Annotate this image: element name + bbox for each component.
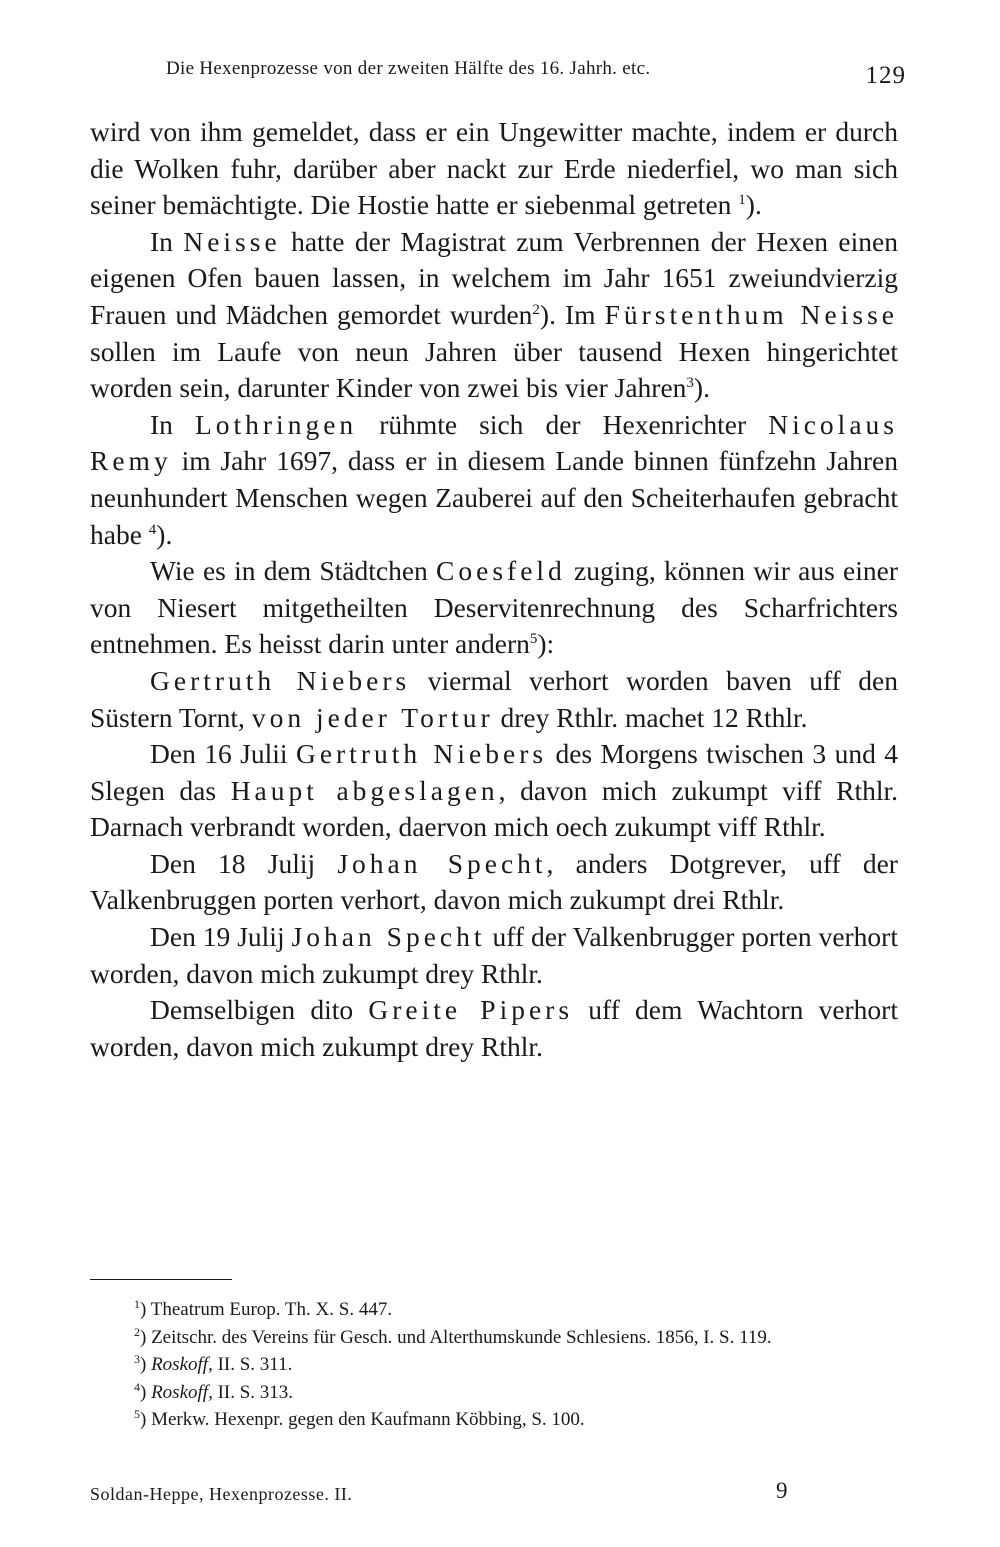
footnote: $^2$) Zeitschr. des Vereins für Gesch. und Alterthumskunde Schlesiens. 1856, I. S. 119. (134, 1324, 772, 1348)
text-run: im Jahr 1697, dass er in diesem Lande binnen fünfzehn Jahren neunhundert Menschen wegen Zauberei auf den Scheiterhaufen gebracht habe (90, 445, 898, 550)
footnote: $^1$) Theatrum Europ. Th. X. S. 447. (134, 1297, 393, 1320)
text-run: zuging, können wir aus einer von Niesert mitgetheilten Deservitenrechnung des Scharfrichters entnehmen. Es heisst darin unter andern (90, 555, 898, 660)
text-run: rühmte sich der Hexenrichter (357, 408, 769, 440)
paragraph: wird von ihm gemeldet, dass er ein Ungewitter machte, indem er durch die Wolken fuhr, darüber aber nackt zur Erde niederfiel, wo man sich seiner bemächtigte. Die Hostie hatte er siebenmal getreten $^1$). (90, 116, 898, 221)
text-run: . (703, 372, 710, 404)
text-run: Den 19 Julij (150, 921, 292, 953)
text-run: : (546, 628, 555, 660)
text-run: Wie es in dem Städtchen (150, 555, 437, 587)
footnote-mark: 2 (134, 1324, 140, 1339)
spaced-person-name: Greite Pipers (368, 994, 574, 1026)
spaced-person-name: Nicolaus Remy (90, 408, 898, 477)
paragraph: In Lothringen rühmte sich der Hexenrichter Nicolaus Remy im Jahr 1697, dass er in diesem Lande binnen fünfzehn Jahren neunhundert Menschen wegen Zauberei auf den Scheiterhaufen gebracht habe $^4$). (90, 408, 898, 550)
running-title: Die Hexenprozesse von der zweiten Hälfte des 16. Jahrh. etc. (166, 58, 651, 79)
spaced-person-name: Gertruth Niebers (295, 738, 548, 770)
text-run: hatte der Magistrat zum Verbrennen der Hexen einen eigenen Ofen bauen lassen, in welchem im Jahr 1651 zweiundvierzig Frauen und Mädchen gemordet wurden (90, 225, 898, 330)
text-run: uff dem Wachtorn verhort worden, davon mich zukumpt drey Rthlr. (90, 994, 898, 1062)
spaced-region-name: Fürstenthum Neisse (604, 298, 898, 330)
footnote-mark: 4 (134, 1379, 140, 1394)
footnote-ref: 4 (148, 521, 157, 538)
paragraph (90, 846, 898, 919)
spaced-place-name: Coesfeld (436, 555, 566, 587)
text-run: , anders Dotgrever, uff der Valkenbruggen porten verhort, davon mich zukumpt drei Rthlr. (90, 847, 898, 916)
footnote: $^5$) Merkw. Hexenpr. gegen den Kaufmann Köbbing, S. 100. (134, 1407, 585, 1430)
spaced-person-name: Johan Specht (291, 921, 486, 953)
text-run: wird von ihm gemeldet, dass er ein Ungewitter machte, indem er durch die Wolken fuhr, darüber aber nackt zur Erde niederfiel, wo man sich seiner bemächtigte. Die Hostie hatte er siebenmal getreten (90, 116, 898, 221)
text-run: In (150, 225, 184, 257)
footnote-text: Theatrum Europ. Th. X. S. 447. (150, 1299, 393, 1320)
footnote-rule (90, 1279, 232, 1280)
spaced-place-name: Neisse (183, 225, 281, 257)
text-run: In (150, 408, 195, 440)
text-run: uff der Valkenbrugger porten verhort worden, davon mich zukumpt drey Rthlr. (90, 921, 898, 989)
text-run: . (754, 189, 762, 221)
footnote-text: Zeitschr. des Vereins für Gesch. und Alterthumskunde Schlesiens. 1856, I. S. 119. (151, 1326, 772, 1348)
paragraph (90, 663, 898, 736)
text-run: . Im (549, 298, 605, 330)
footnote-ref: 2 (532, 301, 540, 318)
footnote-mark: 5 (134, 1407, 140, 1421)
text-run: sollen im Laufe von neun Jahren über tausend Hexen hingerichtet worden sein, darunter Kinder von zwei bis vier Jahren (90, 335, 898, 404)
paragraph: Wie es in dem Städtchen Coesfeld zuging, können wir aus einer von Niesert mitgetheilten Deservitenrechnung des Scharfrichters entnehmen. Es heisst darin unter andern$^5$): (90, 555, 898, 660)
footnote-text: Merkw. Hexenpr. gegen den Kaufmann Köbbing, S. 100. (151, 1409, 585, 1430)
footnote-text: II. S. 311. (212, 1354, 293, 1375)
spaced-person-name: Johan Specht (337, 847, 547, 879)
text-run: drey Rthlr. machet 12 Rthlr. (493, 701, 808, 733)
paragraph (90, 992, 898, 1065)
text-run: des Morgens twischen 3 und 4 Slegen das (90, 738, 898, 806)
footnote: $^3$) Roskoff, II. S. 311. (134, 1352, 293, 1375)
footnote-mark: 1 (134, 1297, 140, 1311)
text-run: Den 18 Julij (150, 847, 338, 879)
text-run: . (165, 518, 173, 550)
text-run: viermal verhort worden baven uff den Süstern Tornt, (90, 664, 898, 733)
body-text (90, 114, 898, 1065)
footnote-ref: 5 (529, 631, 538, 648)
footnote: $^4$) Roskoff, II. S. 313. (134, 1379, 294, 1403)
paragraph (90, 919, 898, 992)
footnote-author: Roskoff, (151, 1354, 213, 1375)
footnotes (90, 1296, 898, 1434)
paragraph: In Neisse hatte der Magistrat zum Verbrennen der Hexen einen eigenen Ofen bauen lassen, in welchem im Jahr 1651 zweiundvierzig Frauen und Mädchen gemordet wurden$^2$). Im Fürstenthum Neisse sollen im Laufe von neun Jahren über tausend Hexen hingerichtet worden sein, darunter Kinder von zwei bis vier Jahren$^3$). (90, 225, 898, 404)
footnote-ref: 1 (738, 192, 746, 209)
signature-mark: 9 (776, 1478, 788, 1503)
text-run: Den 16 Julii (150, 738, 296, 770)
spaced-place-name: Lothringen (194, 408, 358, 440)
signature-title: Soldan-Heppe, Hexenprozesse. II. (90, 1484, 353, 1504)
spaced-phrase: von jeder Tortur (251, 701, 494, 733)
text-run: Demselbigen dito (150, 994, 369, 1026)
footnote-author: Roskoff, (151, 1381, 213, 1403)
spaced-phrase: Haupt abgeslagen (230, 774, 499, 806)
spaced-person-name: Gertruth Niebers (150, 664, 411, 696)
footnote-mark: 3 (134, 1352, 140, 1366)
page-number: 129 (865, 62, 906, 89)
footnote-ref: 3 (686, 375, 694, 392)
footnote-text: II. S. 313. (212, 1381, 294, 1403)
text-run: , davon mich zukumpt viff Rthlr. Darnach verbrandt worden, daervon mich oech zukumpt viff Rthlr. (90, 774, 898, 843)
paragraph (90, 736, 898, 846)
